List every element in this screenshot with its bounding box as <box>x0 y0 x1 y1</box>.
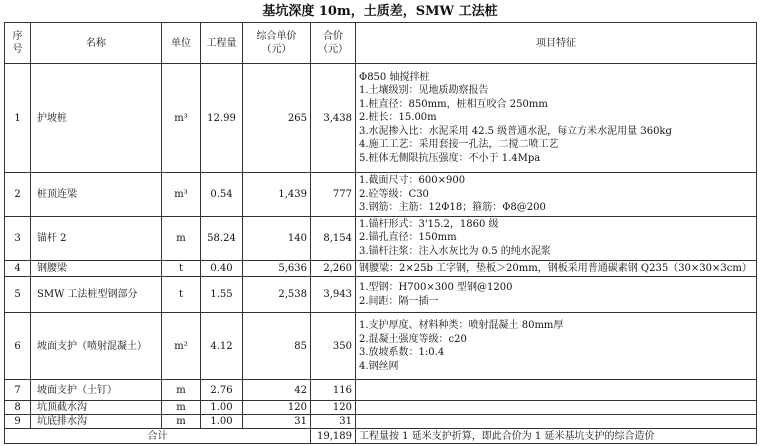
feature-line: 3.锚杆注浆：注入水灰比为 0.5 的纯水泥浆 <box>359 245 551 257</box>
feature-line: 1.型钢：H700×300 型钢@1200 <box>359 282 513 293</box>
row-seq: 2 <box>5 173 31 217</box>
row-qty: 1.00 <box>201 401 243 415</box>
row-price: 5,636 <box>243 260 311 277</box>
row-name: 锚杆 2 <box>31 216 162 260</box>
row-total: 350 <box>311 313 356 380</box>
row-features <box>356 401 757 415</box>
table-row <box>5 260 757 277</box>
row-unit: m <box>162 380 201 401</box>
header-price: 综合单价（元） <box>243 23 311 64</box>
table-row <box>5 313 757 380</box>
row-seq: 1 <box>5 64 31 173</box>
row-features <box>356 260 757 277</box>
table-row <box>5 64 757 173</box>
row-total: 8,154 <box>311 216 356 260</box>
table-row <box>5 277 757 313</box>
feature-line: 4.钢丝网 <box>359 360 399 372</box>
row-name: 坑底排水沟 <box>31 415 162 429</box>
feature-line: 2.桩长：15.00m <box>359 112 437 124</box>
feature-line: 3.水泥掺入比：水泥采用 42.5 级普通水泥，每立方米水泥用量 360kg <box>359 125 672 137</box>
row-price: 31 <box>243 415 311 429</box>
feature-line: Φ850 轴搅拌桩 <box>359 71 430 83</box>
cost-table <box>4 22 757 444</box>
row-name: 钢腰梁 <box>31 260 162 277</box>
row-price: 2,538 <box>243 277 311 313</box>
feature-line: 3.放坡系数：1:0.4 <box>359 347 445 358</box>
table-row <box>5 415 757 429</box>
row-seq: 3 <box>5 216 31 260</box>
row-qty: 58.24 <box>201 216 243 260</box>
row-seq: 5 <box>5 277 31 313</box>
row-unit: m <box>162 415 201 429</box>
feature-line: 2.砼等级：C30 <box>359 188 429 200</box>
row-seq: 6 <box>5 313 31 380</box>
total-label: 合计 <box>5 429 311 444</box>
row-features <box>356 415 757 429</box>
row-unit: t <box>162 277 201 313</box>
row-features <box>356 173 757 217</box>
row-price: 265 <box>243 64 311 173</box>
header-qty: 工程量 <box>201 23 243 64</box>
row-price: 140 <box>243 216 311 260</box>
row-total: 2,260 <box>311 260 356 277</box>
table-row <box>5 216 757 260</box>
row-unit: m³ <box>162 173 201 217</box>
total-note: 工程量按 1 延米支护折算，即此合价为 1 延米基坑支护的综合造价 <box>356 429 757 444</box>
row-qty: 12.99 <box>201 64 243 173</box>
feature-line: 5.桩体无侧限抗压强度：不小于 1.4Mpa <box>359 152 541 164</box>
table-row <box>5 401 757 415</box>
row-total: 777 <box>311 173 356 217</box>
row-name: 坡面支护（土钉） <box>31 380 162 401</box>
row-qty: 1.00 <box>201 415 243 429</box>
row-name: 护坡桩 <box>31 64 162 173</box>
row-features <box>356 277 757 313</box>
row-seq: 8 <box>5 401 31 415</box>
header-name: 名称 <box>31 23 162 64</box>
row-seq: 9 <box>5 415 31 429</box>
feature-line: 3.钢筋：主筋：12Φ18；箍筋：Φ8@200 <box>359 202 546 213</box>
total-row <box>5 429 757 444</box>
row-total: 120 <box>311 401 356 415</box>
row-total: 116 <box>311 380 356 401</box>
row-qty: 2.76 <box>201 380 243 401</box>
header-seq: 序号 <box>5 23 31 64</box>
row-unit: t <box>162 260 201 277</box>
header-total: 合价（元） <box>311 23 356 64</box>
row-qty: 0.40 <box>201 260 243 277</box>
row-unit: m <box>162 401 201 415</box>
feature-line: 钢腰梁：2×25b 工字钢，垫板＞20mm，钢板采用普通碳素钢 Q235（30×30×3cm） <box>359 262 752 274</box>
table-row <box>5 380 757 401</box>
table-row <box>5 173 757 217</box>
row-unit: m² <box>162 313 201 380</box>
row-qty: 1.55 <box>201 277 243 313</box>
row-price: 120 <box>243 401 311 415</box>
row-total: 31 <box>311 415 356 429</box>
feature-line: 1.锚杆形式：3'15.2，1860 级 <box>359 218 499 230</box>
feature-line: 4.施工工艺：采用套接一孔法，二搅二喷工艺 <box>359 139 559 151</box>
row-unit: m <box>162 216 201 260</box>
row-seq: 7 <box>5 380 31 401</box>
row-price: 42 <box>243 380 311 401</box>
row-features <box>356 313 757 380</box>
table-title: 基坑深度 10m，土质差，SMW 工法桩 <box>262 4 498 19</box>
header-row <box>5 23 757 64</box>
row-price: 85 <box>243 313 311 380</box>
feature-line: 2.间距：隔一插一 <box>359 295 439 307</box>
row-name: SMW 工法桩型钢部分 <box>31 277 162 313</box>
row-name: 坑顶截水沟 <box>31 401 162 415</box>
feature-line: 1.支护厚度、材料种类：喷射混凝土 80mm厚 <box>359 320 564 331</box>
row-price: 1,439 <box>243 173 311 217</box>
row-name: 坡面支护（喷射混凝土） <box>31 313 162 380</box>
row-unit: m³ <box>162 64 201 173</box>
grand-total: 19,189 <box>311 429 356 444</box>
row-qty: 4.12 <box>201 313 243 380</box>
row-total: 3,943 <box>311 277 356 313</box>
row-features <box>356 64 757 173</box>
row-name: 桩顶连梁 <box>31 173 162 217</box>
row-features <box>356 216 757 260</box>
row-seq: 4 <box>5 260 31 277</box>
header-feature: 项目特征 <box>356 23 757 64</box>
feature-line: 1.桩直径：850mm，桩相互咬合 250mm <box>359 98 548 110</box>
row-qty: 0.54 <box>201 173 243 217</box>
header-unit: 单位 <box>162 23 201 64</box>
feature-line: 2.锚孔直径：150mm <box>359 232 457 244</box>
feature-line: 1.截面尺寸：600×900 <box>359 175 466 186</box>
feature-line: 2.混凝土强度等级：c20 <box>359 333 467 345</box>
feature-line: 1.土壤级别：见地质勘察报告 <box>359 85 489 97</box>
row-total: 3,438 <box>311 64 356 173</box>
row-features <box>356 380 757 401</box>
